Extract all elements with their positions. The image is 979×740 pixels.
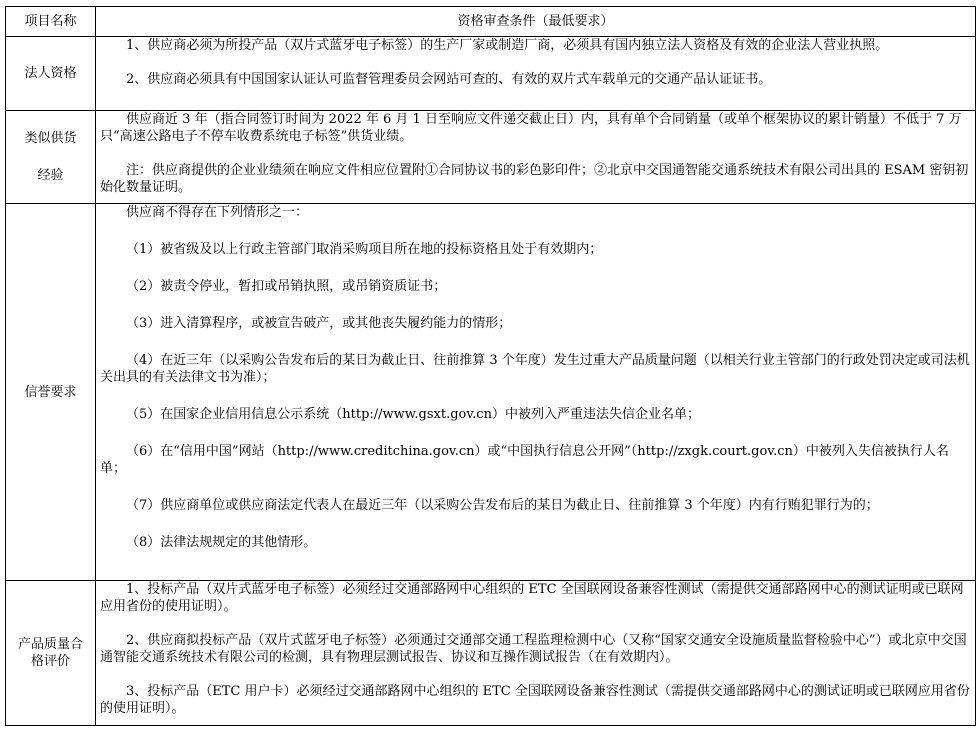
criteria-cell bbox=[96, 37, 976, 111]
row-name: 法人资格 bbox=[6, 37, 96, 111]
row-name: 信誉要求 bbox=[6, 204, 96, 581]
criteria-paragraph: （6）在“信用中国”网站（http://www.creditchina.gov.cn）或“中国执行信息公开网”（http://zxgk.court.gov.cn）中被列入失信被执行人名单； bbox=[100, 444, 949, 476]
criteria-paragraph: 1、供应商必须为所投产品（双片式蓝牙电子标签）的生产厂家或制造厂商，必须具有国内独立法人资格及有效的企业法人营业执照。 bbox=[126, 38, 889, 53]
row-name-line: 产品质量合 bbox=[17, 637, 83, 652]
table-row bbox=[6, 37, 976, 111]
criteria-paragraph: （7）供应商单位或供应商法定代表人在最近三年（以采购公告发布后的某日为截止日、往前推算 3 个年度）内有行贿犯罪行为的； bbox=[126, 498, 879, 513]
criteria-paragraph: 3、投标产品（ETC 用户卡）必须经过交通部路网中心组织的 ETC 全国联网设备兼容性测试（需提供交通部路网中心的测试证明或已联网应用省份的使用证明）。 bbox=[100, 684, 970, 716]
table-row bbox=[6, 581, 976, 726]
criteria-cell bbox=[96, 204, 976, 581]
criteria-paragraph: 2、供应商必须具有中国国家认证认可监督管理委员会网站可查的、有效的双片式车载单元的交通产品认证证书。 bbox=[126, 72, 772, 87]
criteria-paragraph: 1、投标产品（双片式蓝牙电子标签）必须经过交通部路网中心组织的 ETC 全国联网设备兼容性测试（需提供交通部路网中心的测试证明或已联网应用省份的使用证明）。 bbox=[100, 582, 964, 614]
criteria-cell bbox=[96, 581, 976, 726]
row-name bbox=[6, 581, 96, 726]
criteria-paragraph: （2）被责令停业，暂扣或吊销执照，或吊销资质证书； bbox=[126, 279, 447, 294]
criteria-paragraph: （3）进入清算程序，或被宣告破产，或其他丧失履约能力的情形； bbox=[126, 316, 512, 331]
criteria-paragraph: （5）在国家企业信用信息公示系统（http://www.gsxt.gov.cn）中被列入严重违法失信企业名单； bbox=[126, 407, 700, 422]
criteria-paragraph: 2、供应商拟投标产品（双片式蓝牙电子标签）必须通过交通部交通工程监理检测中心（又称“国家交通安全设施质量监督检验中心”）或北京中交国通智能交通系统技术有限公司的检测，具有物理层测试报告、协议和互操作测试报告（在有效期内）。 bbox=[100, 633, 967, 665]
table-row bbox=[6, 111, 976, 204]
row-name bbox=[6, 111, 96, 204]
criteria-paragraph: 供应商近 3 年（指合同签订时间为 2022 年 6 月 1 日至响应文件递交截止日）内，具有单个合同销量（或单个框架协议的累计销量）不低于 7 万只“高速公路电子不停车收费系统电子标签”供货业绩。 bbox=[100, 112, 962, 144]
criteria-paragraph: （1）被省级及以上行政主管部门取消采购项目所在地的投标资格且处于有效期内； bbox=[126, 242, 603, 257]
criteria-paragraph: 注：供应商提供的企业业绩须在响应文件相应位置附①合同协议书的彩色影印件；②北京中交国通智能交通系统技术有限公司出具的 ESAM 密钥初始化数量证明。 bbox=[100, 163, 969, 195]
criteria-cell bbox=[96, 111, 976, 204]
row-name-line: 类似供货 bbox=[24, 131, 77, 146]
criteria-paragraph: （8）法律法规规定的其他情形。 bbox=[126, 535, 317, 550]
qualification-table bbox=[5, 6, 976, 726]
row-name-line: 经验 bbox=[37, 168, 64, 183]
criteria-paragraph: 供应商不得存在下列情形之一： bbox=[126, 205, 309, 220]
row-name-line: 格评价 bbox=[30, 654, 70, 669]
header-criteria: 资格审查条件（最低要求） bbox=[96, 7, 976, 37]
header-row bbox=[6, 7, 976, 37]
criteria-paragraph: （4）在近三年（以采购公告发布后的某日为截止日、往前推算 3 个年度）发生过重大产品质量问题（以相关行业主管部门的行政处罚决定或司法机关出具的有关法律文书为准）； bbox=[100, 353, 970, 385]
table-row bbox=[6, 204, 976, 581]
header-project-name: 项目名称 bbox=[6, 7, 96, 37]
